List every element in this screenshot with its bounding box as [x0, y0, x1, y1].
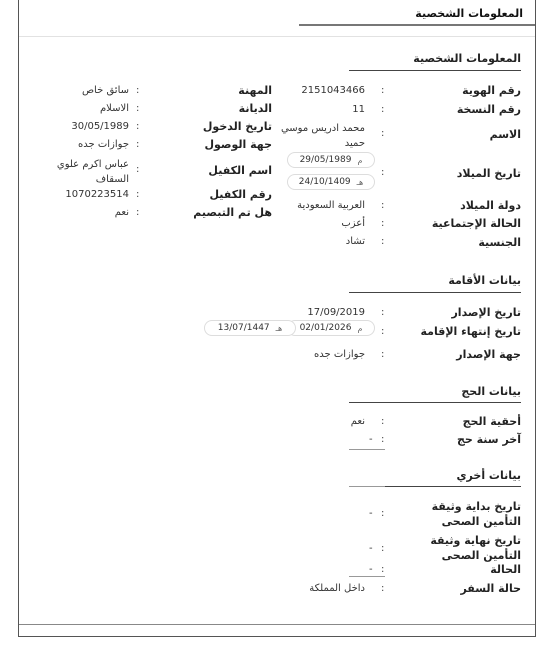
colon: : [136, 121, 140, 132]
colon: : [136, 139, 140, 150]
expiry-hijri-field[interactable] [204, 320, 296, 336]
religion-value: الاسلام [99, 103, 129, 114]
residence-expiry-label: تاريخ إنتهاء الإقامة [420, 325, 521, 338]
birth-country-label: دولة الميلاد [460, 199, 521, 212]
nationality-label: الجنسية [478, 236, 521, 249]
hajj-eligible-label: أحقية الحج [462, 415, 521, 428]
last-hajj-label: آخر سنة حج [456, 433, 521, 446]
field-underline [349, 486, 385, 487]
section-title-hajj: بيانات الحج [461, 385, 521, 398]
section-divider [349, 70, 521, 71]
name-label: الاسم [489, 128, 521, 141]
sponsor-name-label: اسم الكفيل [208, 164, 272, 177]
colon: : [136, 103, 140, 114]
colon: : [381, 167, 385, 178]
copy-label: رقم النسخة [456, 103, 521, 116]
birth-gregorian-field[interactable] [287, 152, 375, 168]
section-title-other: بيانات أخري [456, 469, 521, 482]
name-value: محمد ادريس موسي حميد [280, 123, 365, 149]
footer-divider [19, 624, 535, 625]
id-label: رقم الهوية [462, 84, 521, 97]
colon: : [381, 508, 385, 519]
issue-authority-label: جهة الإصدار [456, 348, 521, 361]
insurance-end-label: تاريخ نهاية وثيقة التأمين الصحى [430, 534, 521, 562]
colon: : [381, 326, 385, 337]
colon: : [381, 218, 385, 229]
fingerprint-label: هل تم التبصيم [193, 206, 272, 219]
colon: : [381, 104, 385, 115]
section-title-personal: المعلومات الشخصية [413, 52, 521, 65]
colon: : [136, 164, 140, 175]
colon: : [381, 564, 385, 575]
colon: : [381, 128, 385, 139]
travel-status-label: حالة السفر [460, 582, 521, 595]
gregorian-tag: م [357, 155, 363, 165]
job-value: سائق خاص [81, 85, 129, 96]
section-title-residence: بيانات الأقامة [448, 274, 521, 287]
birth-hijri-value: 24/10/1409 [298, 177, 351, 187]
sponsor-id-label: رقم الكفيل [209, 188, 272, 201]
arrival-point-value: جوازات جده [78, 139, 129, 150]
entry-date-value: 30/05/1989 [71, 121, 129, 132]
fingerprint-value: نعم [114, 207, 129, 218]
colon: : [136, 189, 140, 200]
colon: : [381, 416, 385, 427]
field-underline [349, 576, 385, 577]
colon: : [136, 207, 140, 218]
colon: : [381, 543, 385, 554]
entry-date-label: تاريخ الدخول [202, 120, 272, 133]
colon: : [381, 236, 385, 247]
birth-gregorian-value: 29/05/1989 [299, 155, 352, 165]
colon: : [381, 85, 385, 96]
section-divider [349, 292, 521, 293]
gregorian-tag: م [357, 323, 363, 333]
job-label: المهنة [238, 84, 272, 97]
expiry-hijri-value: 13/07/1447 [217, 323, 270, 333]
status-value: - [369, 564, 373, 575]
insurance-start-label: تاريخ بداية وثيقة التأمين الصحى [431, 500, 521, 528]
content-border [19, 36, 535, 37]
sponsor-name-value: عباس اكرم علوي السقاف [56, 159, 129, 185]
colon: : [381, 307, 385, 318]
field-underline [349, 449, 385, 450]
colon: : [381, 349, 385, 360]
expiry-gregorian-value: 02/01/2026 [299, 323, 352, 333]
colon: : [381, 434, 385, 445]
religion-label: الديانة [238, 102, 272, 115]
colon: : [136, 85, 140, 96]
dialog-frame [18, 0, 536, 637]
marital-label: الحالة الإجتماعية [431, 217, 521, 230]
colon: : [381, 200, 385, 211]
window-title: المعلومات الشخصية [415, 7, 523, 20]
residence-issue-label: تاريخ الإصدار [451, 306, 521, 319]
residence-issue-value: 17/09/2019 [307, 307, 365, 318]
insurance-end-value: - [369, 543, 373, 554]
marital-value: أعزب [341, 218, 365, 229]
nationality-value: تشاد [345, 236, 365, 247]
birth-hijri-field[interactable] [287, 174, 375, 190]
hajj-eligible-value: نعم [350, 416, 365, 427]
hijri-tag: هـ [275, 323, 283, 333]
status-label: الحالة [490, 563, 521, 576]
birth-country-value: العربية السعودية [297, 200, 365, 211]
section-divider [349, 402, 521, 403]
last-hajj-value: - [369, 434, 373, 445]
sponsor-id-value: 1070223514 [65, 189, 129, 200]
hijri-tag: هـ [356, 177, 364, 187]
copy-value: 11 [352, 104, 365, 115]
id-value: 2151043466 [301, 85, 365, 96]
insurance-start-value: - [369, 508, 373, 519]
travel-status-value: داخل المملكة [309, 583, 365, 594]
birth-date-label: تاريخ الميلاد [456, 167, 521, 180]
expiry-gregorian-field[interactable] [287, 320, 375, 336]
title-underline [299, 24, 535, 26]
issue-authority-value: جوازات جده [314, 349, 365, 360]
arrival-point-label: جهة الوصول [204, 138, 272, 151]
colon: : [381, 583, 385, 594]
